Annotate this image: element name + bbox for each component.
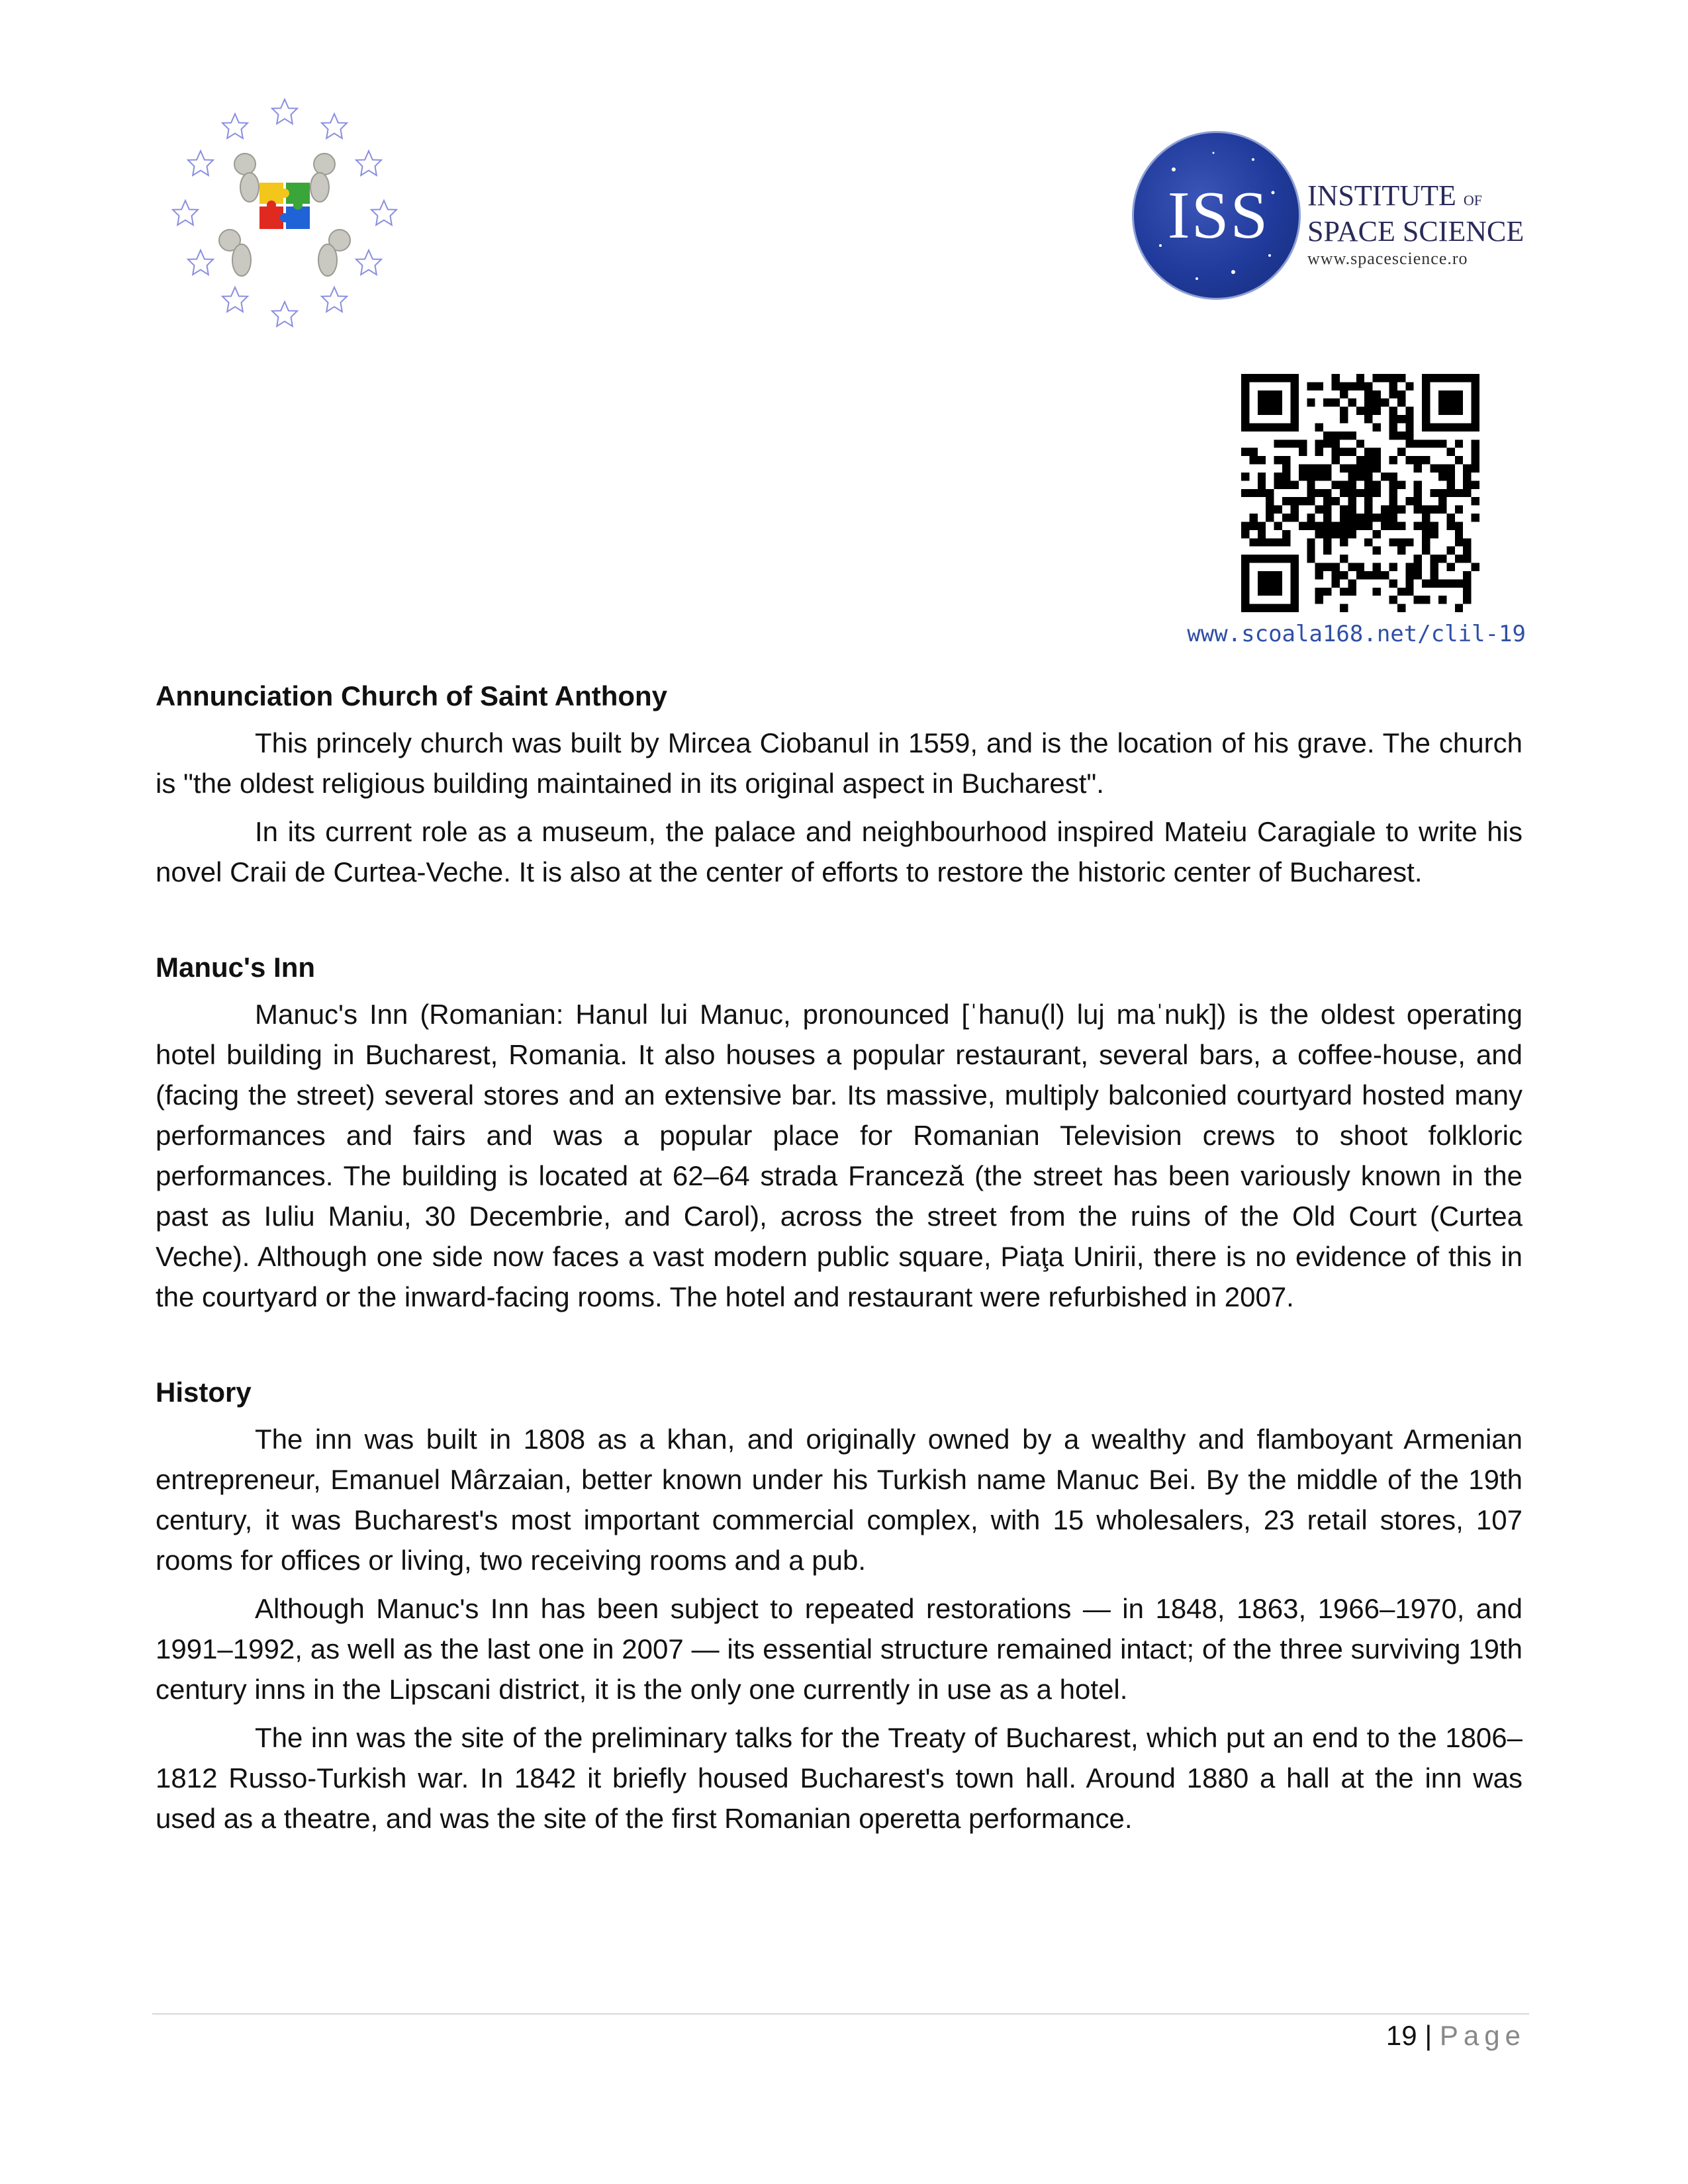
iss-of-text: OF	[1463, 192, 1482, 208]
qr-code[interactable]	[1241, 374, 1479, 612]
paragraph: Manuc's Inn (Romanian: Hanul lui Manuc, pronounced [ˈhanu(l) luj maˈnuk]) is the oldest operating hotel building in Bucharest, Romania. It also houses a popular restaurant, several bars, a coffee-house, and (facing the street) several stores and an extensive bar. Its massive, multiply balconied courtyard hosted many performances and fairs and was a popular place for Romanian Television crews to shoot folkloric performances. The building is located at 62–64 strada Franceză (the street has been variously known in the past as Iuliu Maniu, 30 Decembrie, and Carol), across the street from the ruins of the Old Court (Curtea Veche). Although one side now faces a vast modern public square, Piaţa Unirii, there is no evidence of this in the courtyard or the inward-facing rooms. The hotel and restaurant were refurbished in 2007.	[156, 999, 1523, 1312]
iss-space-science-text: SPACE SCIENCE	[1307, 215, 1524, 248]
page-content	[156, 676, 1523, 1846]
iss-letters: ISS	[1167, 178, 1270, 253]
star-ring	[173, 99, 397, 326]
page-label: Page	[1439, 2020, 1526, 2051]
paragraph: The inn was the site of the preliminary talks for the Treaty of Bucharest, which put an end to the 1806–1812 Russo-Turkish war. In 1842 it briefly housed Bucharest's town hall. Around 1880 a hall at the inn was used as a theatre, and was the site of the first Romanian operetta performance.	[156, 1722, 1523, 1834]
section-manucs-inn	[156, 948, 1523, 1317]
iss-url: www.spacescience.ro	[1307, 249, 1468, 268]
paragraph: In its current role as a museum, the palace and neighbourhood inspired Mateiu Caragiale to write his novel Craii de Curtea-Veche. It is also at the center of efforts to restore the historic center of Bucharest.	[156, 816, 1523, 887]
footer-separator: |	[1425, 2020, 1432, 2051]
section-church	[156, 676, 1523, 892]
iss-wordmark	[1307, 181, 1524, 270]
section-history	[156, 1373, 1523, 1839]
paragraph: This princely church was built by Mircea Ciobanul in 1559, and is the location of his grave. The church is "the oldest religious building maintained in its original aspect in Bucharest".	[156, 727, 1523, 799]
qr-code-icon	[1241, 374, 1479, 612]
page-footer	[1125, 2016, 1526, 2056]
puzzle-icon	[259, 183, 310, 229]
qr-url-link[interactable]: www.scoala168.net/clil-19	[1187, 621, 1526, 647]
section-heading: Manuc's Inn	[156, 952, 316, 983]
paragraph: Although Manuc's Inn has been subject to repeated restorations — in 1848, 1863, 1966–1970, and 1991–1992, as well as the last one in 2007 — its essential structure remained intact; of the three surviving 19th century inns in the Lipscani district, it is the only one currently in use as a hotel.	[156, 1593, 1523, 1705]
section-heading: History	[156, 1377, 252, 1408]
iss-emblem	[1132, 131, 1301, 300]
paragraph: The inn was built in 1808 as a khan, and originally owned by a wealthy and flamboyant Armenian entrepreneur, Emanuel Mârzaian, better known under his Turkish name Manuc Bei. By the middle of the 19th century, it was Bucharest's most important commercial complex, with 15 wholesalers, 23 retail stores, 107 rooms for offices or living, two receiving rooms and a pub.	[156, 1424, 1523, 1576]
section-heading: Annunciation Church of Saint Anthony	[156, 680, 668, 711]
footer-divider	[152, 2013, 1529, 2015]
page-number: 19	[1385, 2020, 1417, 2051]
iss-institute-text: INSTITUTE	[1307, 179, 1456, 212]
project-logo	[169, 98, 400, 330]
iss-logo	[1132, 131, 1542, 303]
